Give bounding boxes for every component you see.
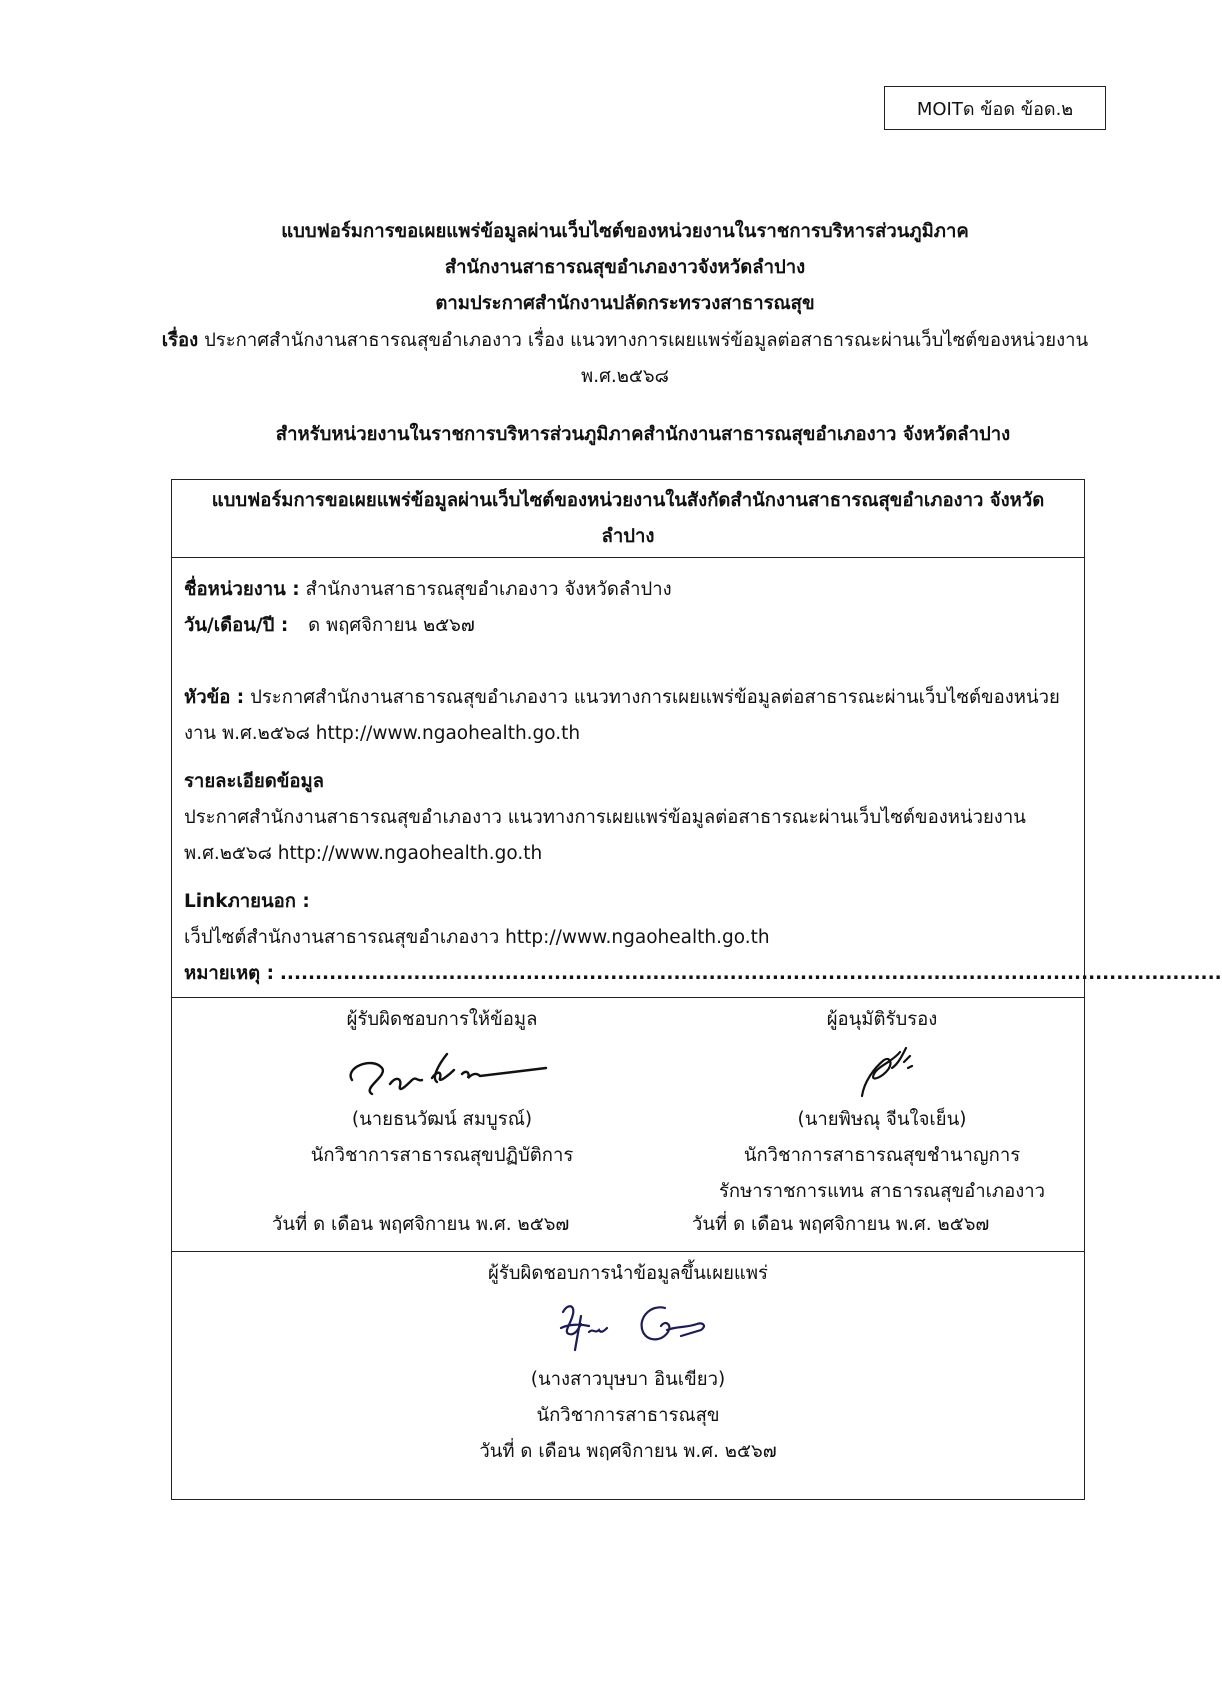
publisher-signature-icon <box>533 1292 723 1362</box>
approver-position: นักวิชาการสาธารณสุขชำนาญการ <box>743 1145 1021 1166</box>
reference-code-box <box>884 86 1106 130</box>
approver-role: ผู้อนุมัติรับรอง <box>826 1009 938 1030</box>
publisher-signature-block <box>172 1252 1084 1470</box>
topic-row <box>184 680 1074 752</box>
link-value: เว็ปไซต์สำนักงานสาธารณสุขอำเภองาว http://www.ngaohealth.go.th <box>184 927 770 948</box>
topic-value: ประกาศสำนักงานสาธารณสุขอำเภองาว แนวทางการเผยแพร่ข้อมูลต่อสาธารณะผ่านเว็บไซต์ของหน่วยงาน พ.ศ.๒๕๖๘ http://www.ngaohealth.go.th <box>184 687 1060 744</box>
approver-signature-block <box>692 1002 1072 1210</box>
link-label: Linkภายนอก : <box>184 891 310 912</box>
agency-label: ชื่อหน่วยงาน : <box>184 579 300 600</box>
publisher-role: ผู้รับผิดชอบการนำข้อมูลขึ้นเผยแพร่ <box>488 1263 768 1284</box>
provider-name: (นายธนวัฒน์ สมบูรณ์) <box>351 1109 533 1130</box>
agency-value: สำนักงานสาธารณสุขอำเภองาว จังหวัดลำปาง <box>305 579 672 600</box>
approver-signature-icon <box>822 1038 942 1102</box>
publisher-position: นักวิชาการสาธารณสุข <box>536 1405 720 1426</box>
provider-date: วันที่ ด เดือน พฤศจิกายน พ.ศ. ๒๕๖๗ <box>272 1214 570 1235</box>
detail-label: รายละเอียดข้อมูล <box>184 771 325 792</box>
approver-acting: รักษาราชการแทน สาธารณสุขอำเภองาว <box>718 1181 1046 1202</box>
provider-position: นักวิชาการสาธารณสุขปฏิบัติการ <box>310 1145 574 1166</box>
date-row <box>184 608 1074 644</box>
note-value: ...................................................................................................................................... <box>279 963 1222 984</box>
document-header <box>160 214 1090 453</box>
agency-row <box>184 572 1074 608</box>
publisher-name: (นางสาวบุษบา อินเขียว) <box>530 1369 726 1390</box>
provider-signature-block <box>232 1002 652 1174</box>
provider-role: ผู้รับผิดชอบการให้ข้อมูล <box>346 1009 538 1030</box>
reference-code: MOITด ข้อด ข้อด.๒ <box>916 98 1074 120</box>
date-label: วัน/เดือน/ปี : <box>184 615 289 636</box>
header-subject <box>160 323 1090 395</box>
header-scope: สำหรับหน่วยงานในราชการบริหารส่วนภูมิภาคสำนักงานสาธารณสุขอำเภองาว จังหวัดลำปาง <box>275 424 1011 445</box>
approver-date: วันที่ ด เดือน พฤศจิกายน พ.ศ. ๒๕๖๗ <box>692 1214 990 1235</box>
signature-section <box>172 998 1084 1252</box>
subject-text: ประกาศสำนักงานสาธารณสุขอำเภองาว เรื่อง แนวทางการเผยแพร่ข้อมูลต่อสาธารณะผ่านเว็บไซต์ของหน่วยงาน พ.ศ.๒๕๖๘ <box>204 330 1089 387</box>
detail-value: ประกาศสำนักงานสาธารณสุขอำเภองาว แนวทางการเผยแพร่ข้อมูลต่อสาธารณะผ่านเว็บไซต์ของหน่วยงาน พ.ศ.๒๕๖๘ http://www.ngaohealth.go.th <box>184 807 1026 864</box>
approver-name: (นายพิษณุ จีนใจเย็น) <box>797 1109 967 1130</box>
header-title-line2: สำนักงานสาธารณสุขอำเภองาวจังหวัดลำปาง <box>444 257 806 278</box>
publisher-date: วันที่ ด เดือน พฤศจิกายน พ.ศ. ๒๕๖๗ <box>479 1441 777 1462</box>
date-value: ด พฤศจิกายน ๒๕๖๗ <box>308 615 475 636</box>
note-row <box>184 956 1222 992</box>
form-details <box>172 558 1222 998</box>
subject-label: เรื่อง <box>161 330 199 351</box>
provider-signature-icon <box>332 1038 552 1102</box>
header-title-line3: ตามประกาศสำนักงานปลัดกระทรวงสาธารณสุข <box>435 293 815 314</box>
form-title: แบบฟอร์มการขอเผยแพร่ข้อมูลผ่านเว็บไซต์ของหน่วยงานในสังกัดสำนักงานสาธารณสุขอำเภองาว จังหวัดลำปาง <box>172 480 1084 558</box>
publication-form <box>171 479 1222 1500</box>
note-label: หมายเหตุ : <box>184 963 274 984</box>
header-title-line1: แบบฟอร์มการขอเผยแพร่ข้อมูลผ่านเว็บไซต์ของหน่วยงานในราชการบริหารส่วนภูมิภาค <box>281 221 969 242</box>
topic-label: หัวข้อ : <box>184 687 245 708</box>
